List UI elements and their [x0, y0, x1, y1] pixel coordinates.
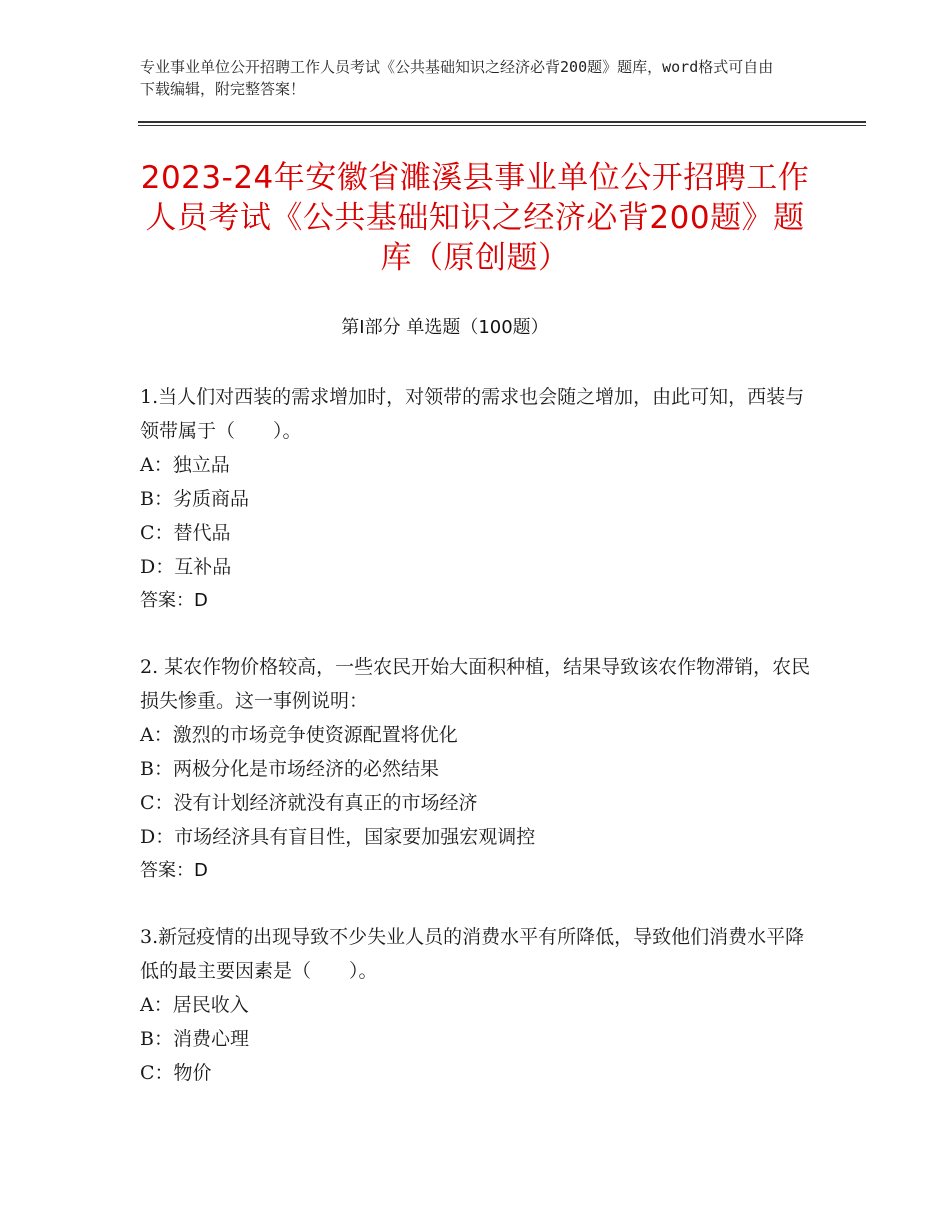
question-list	[140, 380, 820, 1122]
question-2	[140, 650, 820, 888]
answer-line: 答案：D	[140, 590, 208, 611]
option-c: C：替代品	[140, 522, 231, 544]
header-divider-thick	[138, 121, 866, 123]
section-title: 第Ⅰ部分 单选题（100题）	[341, 317, 549, 338]
option-a: A：居民收入	[140, 994, 249, 1016]
question-3	[140, 920, 820, 1090]
option-d: D：互补品	[140, 556, 232, 578]
option-b: B：劣质商品	[140, 488, 249, 510]
option-c: C：物价	[140, 1062, 212, 1084]
question-stem: 3.新冠疫情的出现导致不少失业人员的消费水平有所降低，导致他们消费水平降低的最主要因素是（ ）。	[140, 926, 805, 982]
question-stem: 2. 某农作物价格较高，一些农民开始大面积种植，结果导致该农作物滞销，农民损失惨重。这一事例说明：	[140, 656, 811, 712]
option-c: C：没有计划经济就没有真正的市场经济	[140, 792, 478, 814]
answer-line: 答案：D	[140, 860, 208, 881]
option-b: B：消费心理	[140, 1028, 249, 1050]
question-1	[140, 380, 820, 618]
header-divider-thin	[138, 125, 866, 126]
header-note: 专业事业单位公开招聘工作人员考试《公共基础知识之经济必背200题》题库，word格式可自由下载编辑，附完整答案！	[140, 58, 774, 98]
document-title: 2023-24年安徽省濉溪县事业单位公开招聘工作人员考试《公共基础知识之经济必背200题》题库（原创题）	[140, 160, 810, 276]
option-b: B：两极分化是市场经济的必然结果	[140, 758, 439, 780]
option-d: D：市场经济具有盲目性，国家要加强宏观调控	[140, 826, 536, 848]
question-stem: 1.当人们对西装的需求增加时，对领带的需求也会随之增加，由此可知，西装与领带属于（ ）。	[140, 386, 805, 442]
option-a: A：激烈的市场竞争使资源配置将优化	[140, 724, 458, 746]
option-a: A：独立品	[140, 454, 230, 476]
